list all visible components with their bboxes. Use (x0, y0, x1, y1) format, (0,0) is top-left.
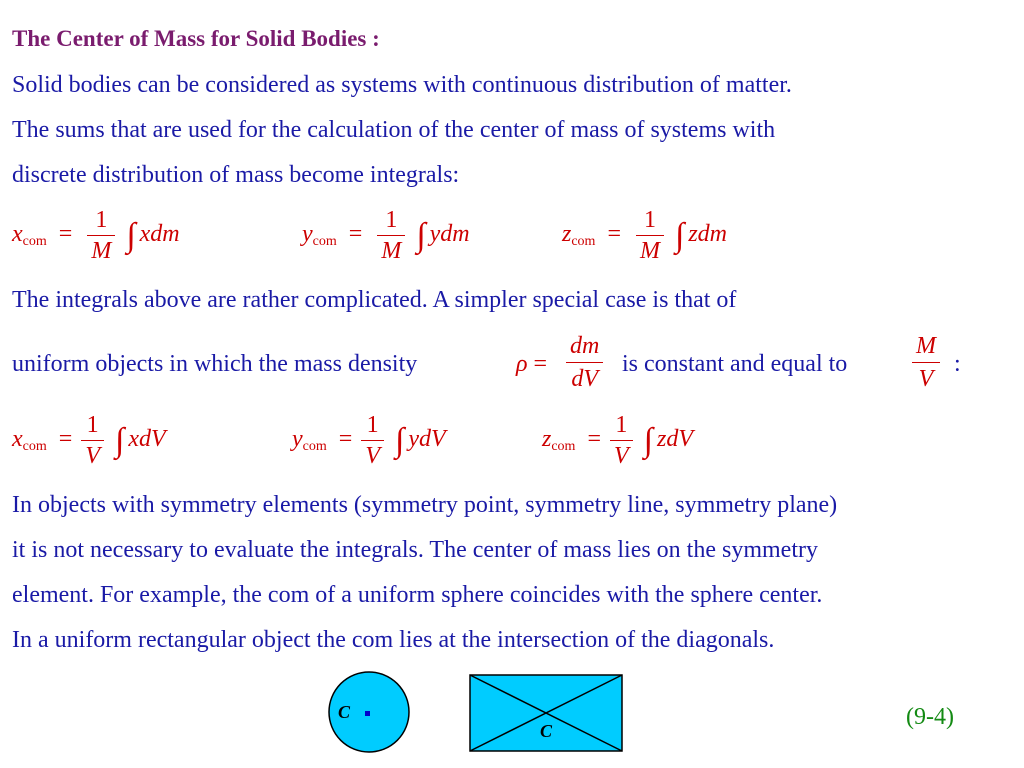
equation-zcom-volume: $z_{com}$ = $\frac{1}{V}$ ∫ zdV (542, 412, 693, 469)
paragraph-5a: uniform objects in which the mass density (12, 351, 418, 377)
rectangle-center-label: C (540, 721, 553, 741)
paragraph-7: it is not necessary to evaluate the integrals. The center of mass lies on the symmetry (12, 537, 818, 563)
paragraph-5c: : (954, 351, 961, 377)
paragraph-3: discrete distribution of mass become integrals: (12, 162, 460, 188)
equation-ycom-mass: $y_{com}$ = $\frac{1}{M}$ ∫ ydm (302, 207, 470, 264)
sphere-center-label: C (338, 702, 351, 722)
paragraph-2: The sums that are used for the calculation of the center of mass of systems with (12, 117, 776, 143)
paragraph-4: The integrals above are rather complicated. A simpler special case is that of (12, 287, 737, 313)
slide-number: (9-4) (906, 704, 954, 730)
paragraph-9: In a uniform rectangular object the com lies at the intersection of the diagonals. (12, 627, 775, 653)
paragraph-8: element. For example, the com of a uniform sphere coincides with the sphere center. (12, 582, 823, 608)
slide-title: The Center of Mass for Solid Bodies : (12, 26, 380, 51)
density-symbol: ρ = (516, 351, 548, 377)
mass-volume-fraction: $\frac{M}{V}$ (912, 330, 940, 395)
equation-xcom-volume: $x_{com}$ = $\frac{1}{V}$ ∫ xdV (12, 412, 166, 469)
paragraph-6: In objects with symmetry elements (symmetry point, symmetry line, symmetry plane) (12, 492, 838, 518)
paragraph-5b: is constant and equal to (622, 351, 848, 377)
paragraph-1: Solid bodies can be considered as systems with continuous distribution of matter. (12, 72, 792, 98)
equation-zcom-mass: $z_{com}$ = $\frac{1}{M}$ ∫ zdm (562, 207, 727, 264)
equation-ycom-volume: $y_{com}$ = $\frac{1}{V}$ ∫ ydV (292, 412, 446, 469)
sphere-center-dot (365, 711, 370, 716)
equation-xcom-mass: $x_{com}$ = $\frac{1}{M}$ ∫ xdm (12, 207, 180, 264)
density-fraction: $\frac{dm}{dV}$ (566, 330, 603, 395)
